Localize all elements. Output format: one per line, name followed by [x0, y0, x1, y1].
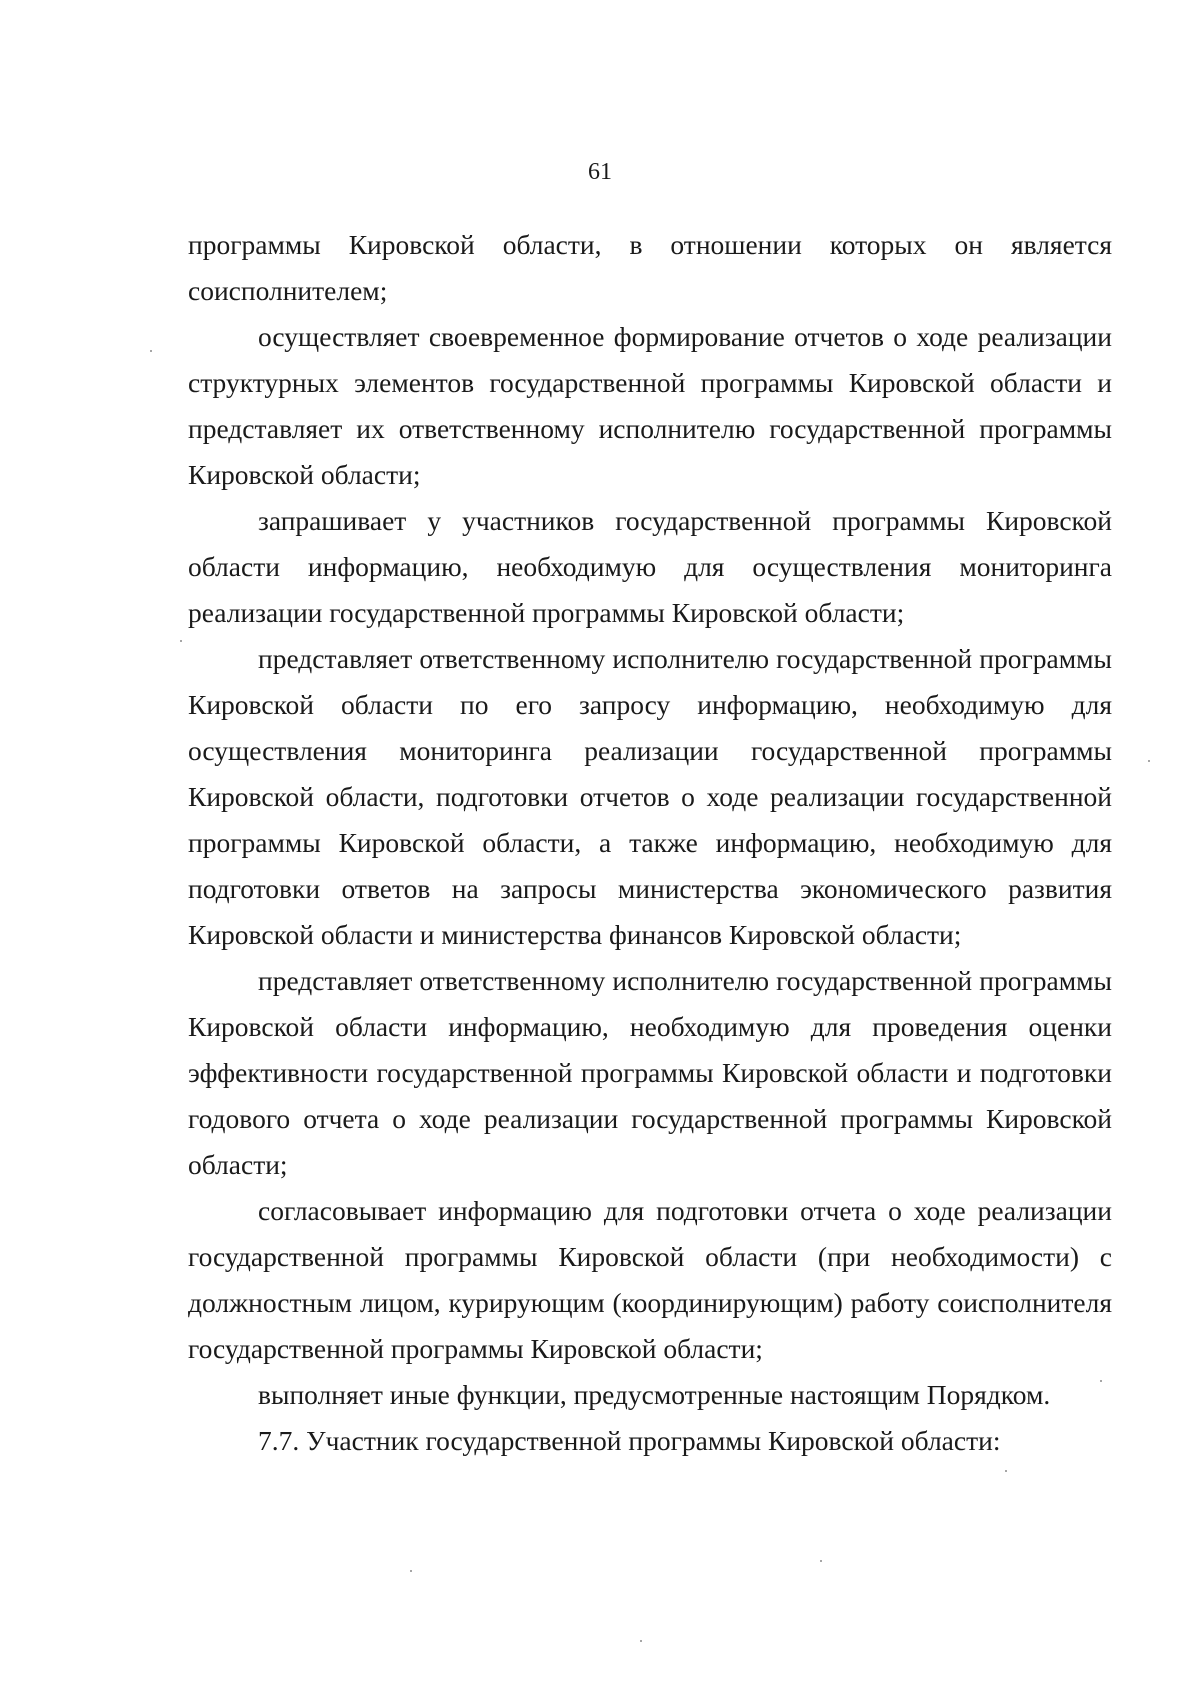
scan-speck: [640, 1640, 642, 1642]
scan-speck: [820, 1560, 822, 1562]
scan-speck: [1148, 760, 1150, 762]
scan-speck: [410, 1570, 412, 1572]
paragraph-other-functions: выполняет иные функции, предусмотренные настоящим Порядком.: [258, 1379, 1051, 1410]
scan-speck: [1005, 1470, 1007, 1472]
scan-speck: [180, 640, 182, 642]
scan-speck: [1100, 1380, 1102, 1382]
scan-speck: [150, 350, 152, 352]
paragraph-coordinates-info: согласовывает информацию для подготовки отчета о ходе реализации государственной программы Кировской области (при необходимости) с должностным лицом, курирующим (координирующим) работу соисполнителя государственной программы Кировской области;: [188, 1195, 1112, 1364]
paragraph-reports: осуществляет своевременное формирование отчетов о ходе реализации структурных элементов государственной программы Кировской области и представляет их ответственному исполнителю государственной программы Кировской области;: [188, 321, 1112, 490]
section-heading-7-7: 7.7. Участник государственной программы Кировской области:: [258, 1425, 1001, 1456]
paragraph-continuation: программы Кировской области, в отношении которых он является соисполнителем;: [188, 229, 1112, 306]
paragraph-provides-monitoring-info: представляет ответственному исполнителю государственной программы Кировской области по его запросу информацию, необходимую для осуществления мониторинга реализации государственной программы Кировской области, подготовки отчетов о ходе реализации государственной программы Кировской области, а также информацию, необходимую для подготовки ответов на запросы министерства экономического развития Кировской области и министерства финансов Кировской области;: [188, 643, 1112, 950]
paragraph-provides-evaluation-info: представляет ответственному исполнителю государственной программы Кировской области информацию, необходимую для проведения оценки эффективности государственной программы Кировской области и подготовки годового отчета о ходе реализации государственной программы Кировской области;: [188, 965, 1112, 1180]
page-number: 61: [588, 159, 612, 185]
paragraph-requests-info: запрашивает у участников государственной программы Кировской области информацию, необходимую для осуществления мониторинга реализации государственной программы Кировской области;: [188, 505, 1112, 628]
document-body: [188, 222, 1112, 1464]
